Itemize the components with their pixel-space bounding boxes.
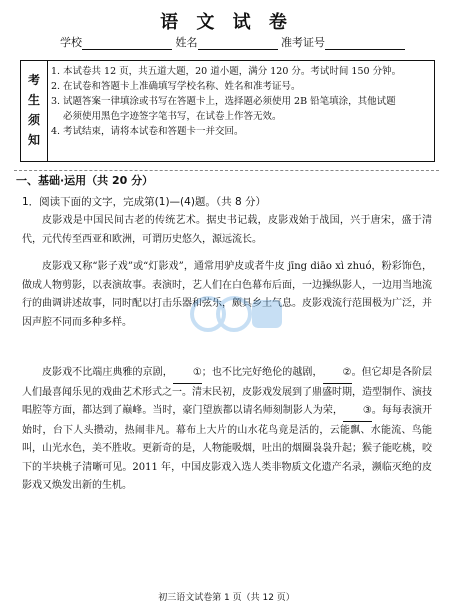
fill-blank-3: ③ [343, 402, 372, 422]
notice-item-text: 本试卷共 12 页，共五道大题，20 道小题，满分 120 分。考试时间 150 分钟。 [63, 66, 402, 77]
page-title: 语 文 试 卷 [160, 12, 293, 33]
passage-paragraph-1: 皮影戏是中国民间古老的传统艺术。据史书记载，皮影戏始于战国，兴于唐宋，盛于清代，元代传至西亚和欧洲，可谓历史悠久，源远流长。 [22, 215, 432, 245]
notice-item-number: 3. [51, 96, 61, 107]
notice-item-number: 2. [51, 81, 61, 92]
notice-item-number: 1. [51, 66, 61, 77]
notice-item-text: 考试结束，请将本试卷和答题卡一并交回。 [63, 126, 244, 137]
passage-text: 。但它却是各阶层人们最喜闻乐见的戏曲艺术形式之一。清末民初，皮影戏发展到了鼎盛时期，造型制作、演技唱腔等方面，都达到了巅峰。当时，豪门望族都以请名师刻制影人为荣， [22, 367, 432, 416]
notice-item [51, 109, 429, 124]
page-footer: 初三语文试卷第 1 页（共 12 页） [158, 593, 295, 603]
passage-text: ；也不比完好绝伦的越剧， [201, 367, 323, 378]
exam-id-field [325, 38, 405, 50]
notice-side-char: 考 [27, 73, 40, 87]
notice-side-char: 生 [27, 93, 40, 107]
watermark-logo [188, 290, 284, 338]
school-field [82, 38, 172, 50]
student-info-line [60, 34, 440, 50]
notice-side-char: 须 [27, 113, 40, 127]
question-prompt: 1．阅读下面的文字，完成第(1)—(4)题。（共 8 分） [22, 196, 267, 208]
notice-item [51, 94, 429, 109]
notice-item-text: 必须使用黑色字迹签字笔书写，在试卷上作答无效。 [63, 111, 282, 122]
exam-notice-box [20, 60, 435, 162]
notice-item [51, 64, 429, 79]
passage-paragraph-2: 皮影戏又称“影子戏”或“灯影戏”，通常用驴皮或者牛皮 jīng diāo xì zhuó，粉彩饰色，做成人物剪影，以表演故事。表演时，艺人们在白色幕布后面，一边操纵影人，一边用当地流行的曲调讲述故事，同时配以打击乐器和弦乐，颇具乡土气息。皮影戏流行范围极为广泛，并因声腔不同而多种多样。 [22, 261, 432, 328]
fill-blank-1: ① [173, 364, 202, 384]
passage-text: 皮影戏不比端庄典雅的京剧， [42, 367, 173, 378]
section-heading: 一、基础·运用（共 20 分） [16, 174, 154, 187]
notice-list [51, 64, 429, 139]
name-label: 姓名 [175, 36, 198, 49]
school-label: 学校 [60, 36, 82, 49]
notice-item-text: 在试卷和答题卡上准确填写学校名称、姓名和准考证号。 [63, 81, 301, 92]
fill-blank-2: ② [323, 364, 352, 384]
section-divider [14, 170, 439, 171]
passage-text: 。每每表演开始时，台下人头攒动，热闹非凡。幕布上大片的山水花鸟竟是活的，云能飘、水能流、鸟能叫，山光水色，美不胜收。更新奇的是，人物能吸烟，吐出的烟圈袅袅升起；猴子能吃桃，咬下的半块桃子清晰可见。2011 年，中国皮影戏入选人类非物质文化遗产名录，濒临灭绝的皮影戏又焕发出新的生机。 [22, 405, 433, 491]
notice-side-label [21, 61, 48, 161]
notice-item-number: 4. [51, 126, 61, 137]
notice-item [51, 79, 429, 94]
notice-item [51, 124, 429, 139]
name-field [198, 38, 278, 50]
exam-id-label: 准考证号 [281, 36, 325, 49]
notice-item-text: 试题答案一律填涂或书写在答题卡上，选择题必须使用 2B 铅笔填涂，其他试题 [63, 96, 396, 107]
passage-paragraph-3 [22, 364, 432, 496]
notice-side-char: 知 [27, 133, 40, 147]
